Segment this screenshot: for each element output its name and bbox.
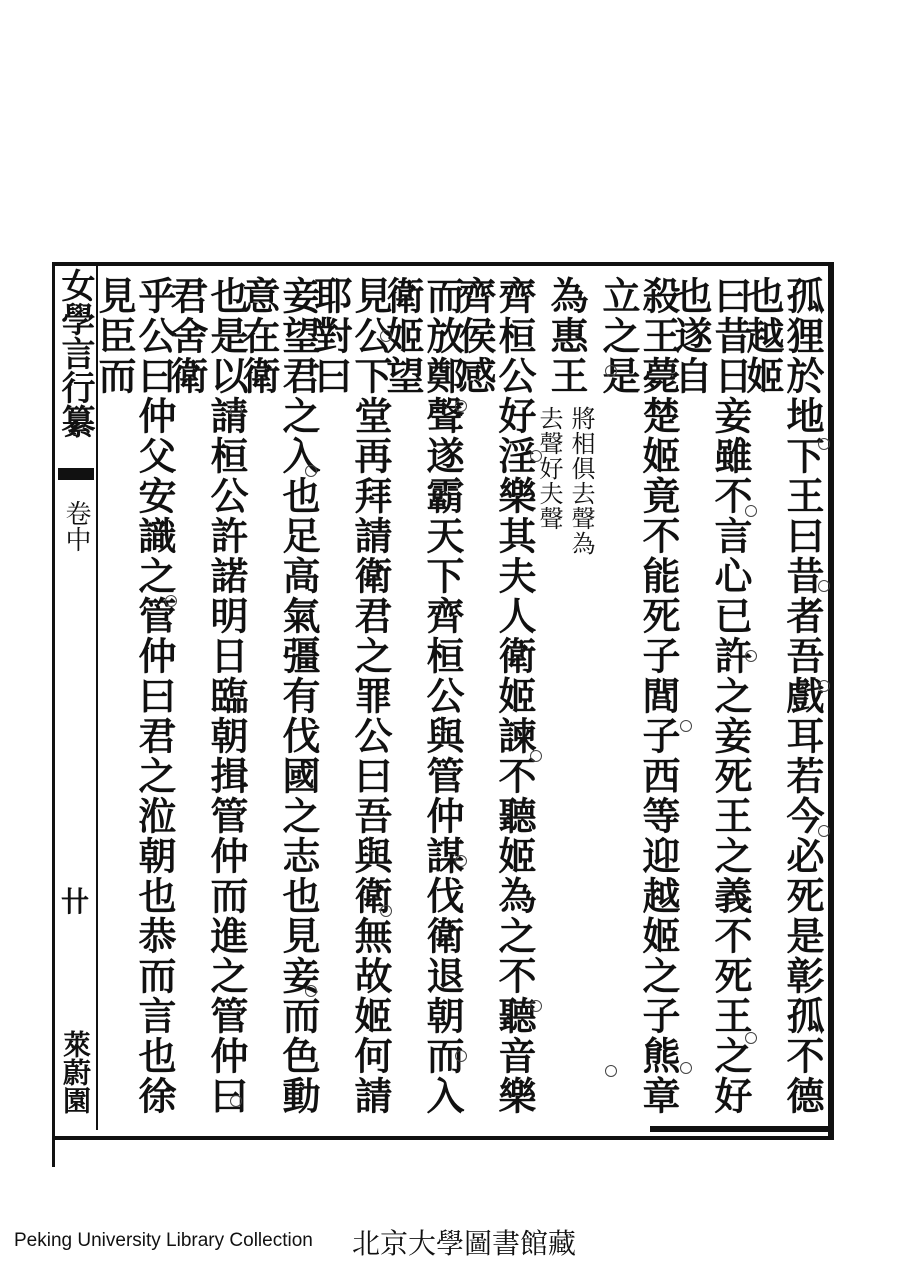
page-number: 卄 xyxy=(60,885,89,918)
column-text: 妾望君之入也足高氣彊有伐國之志也見妾而色動意在衛 xyxy=(236,276,321,1116)
text-column xyxy=(533,276,599,1121)
punctuation-circle xyxy=(530,450,542,462)
punctuation-circle xyxy=(230,405,242,417)
punctuation-circle xyxy=(380,330,392,342)
collection-english: Peking University Library Collection xyxy=(14,1230,313,1251)
punctuation-circle xyxy=(680,1062,692,1074)
text-column xyxy=(740,276,825,1121)
column-text: 齊桓公好淫樂其夫人衛姬諫不聽姬為之不聽音樂齊侯感 xyxy=(452,276,537,1116)
margin-title: 女學言行纂 xyxy=(55,268,95,438)
punctuation-circle xyxy=(745,650,757,662)
punctuation-circle xyxy=(455,400,467,412)
fish-tail-mark xyxy=(58,468,94,480)
column-text: 也是以請桓公許諾明日臨朝揖管仲而進之管仲曰君舍衛 xyxy=(164,276,249,1116)
punctuation-circle xyxy=(380,905,392,917)
annotation-line: 將相俱去聲為 xyxy=(567,406,595,556)
footer xyxy=(0,1222,900,1258)
punctuation-circle xyxy=(605,365,617,377)
juan-label: 卷中 xyxy=(61,500,91,552)
text-column xyxy=(92,276,177,1121)
punctuation-circle xyxy=(745,505,757,517)
annotation-line: 去聲好夫聲 xyxy=(535,406,563,531)
column-text: 而放鄭聲遂霸天下齊桓公與管仲謀伐衛退朝而入衛姬望 xyxy=(380,276,465,1116)
punctuation-circle xyxy=(818,680,830,692)
punctuation-circle xyxy=(455,855,467,867)
punctuation-circle xyxy=(455,1050,467,1062)
punctuation-circle xyxy=(305,985,317,997)
inner-bottom-rule xyxy=(650,1126,834,1132)
text-column xyxy=(380,276,465,1121)
punctuation-circle xyxy=(745,1032,757,1044)
text-column xyxy=(452,276,537,1121)
punctuation-circle xyxy=(818,438,830,450)
text-column xyxy=(236,276,321,1121)
text-column xyxy=(164,276,249,1121)
collection-chinese: 北京大學圖書館藏 xyxy=(352,1227,577,1260)
column-text: 見公下堂再拜請衛君之罪公曰吾與衛無故姬何請耶對曰 xyxy=(308,276,393,1116)
outer-right-rule xyxy=(828,262,834,1136)
publisher-name: 萊蔚園 xyxy=(59,1030,92,1114)
column-text: 乎公曰仲父安識之管仲曰君之涖朝也恭而言也徐見臣而 xyxy=(92,276,177,1116)
punctuation-circle xyxy=(680,720,692,732)
punctuation-circle xyxy=(305,465,317,477)
column-text: 為惠王 xyxy=(544,276,589,396)
text-column xyxy=(308,276,393,1121)
punctuation-circle xyxy=(530,1000,542,1012)
text-column xyxy=(596,276,681,1121)
punctuation-circle xyxy=(818,825,830,837)
column-text: 孤狸於地下王曰昔者吾戲耳若今必死是彰孤不德也越姬 xyxy=(740,276,825,1116)
text-column xyxy=(668,276,753,1121)
punctuation-circle xyxy=(165,595,177,607)
punctuation-circle xyxy=(605,1065,617,1077)
column-text: 曰昔日妾雖不言心已許之妾死王之義不死王之好也遂自 xyxy=(668,276,753,1116)
punctuation-circle xyxy=(818,580,830,592)
punctuation-circle xyxy=(230,1095,242,1107)
annotation-note xyxy=(535,406,595,656)
punctuation-circle xyxy=(530,750,542,762)
column-text: 殺王薨楚姬竟不能死子閭子西等迎越姬之子熊章立之是 xyxy=(596,276,681,1116)
